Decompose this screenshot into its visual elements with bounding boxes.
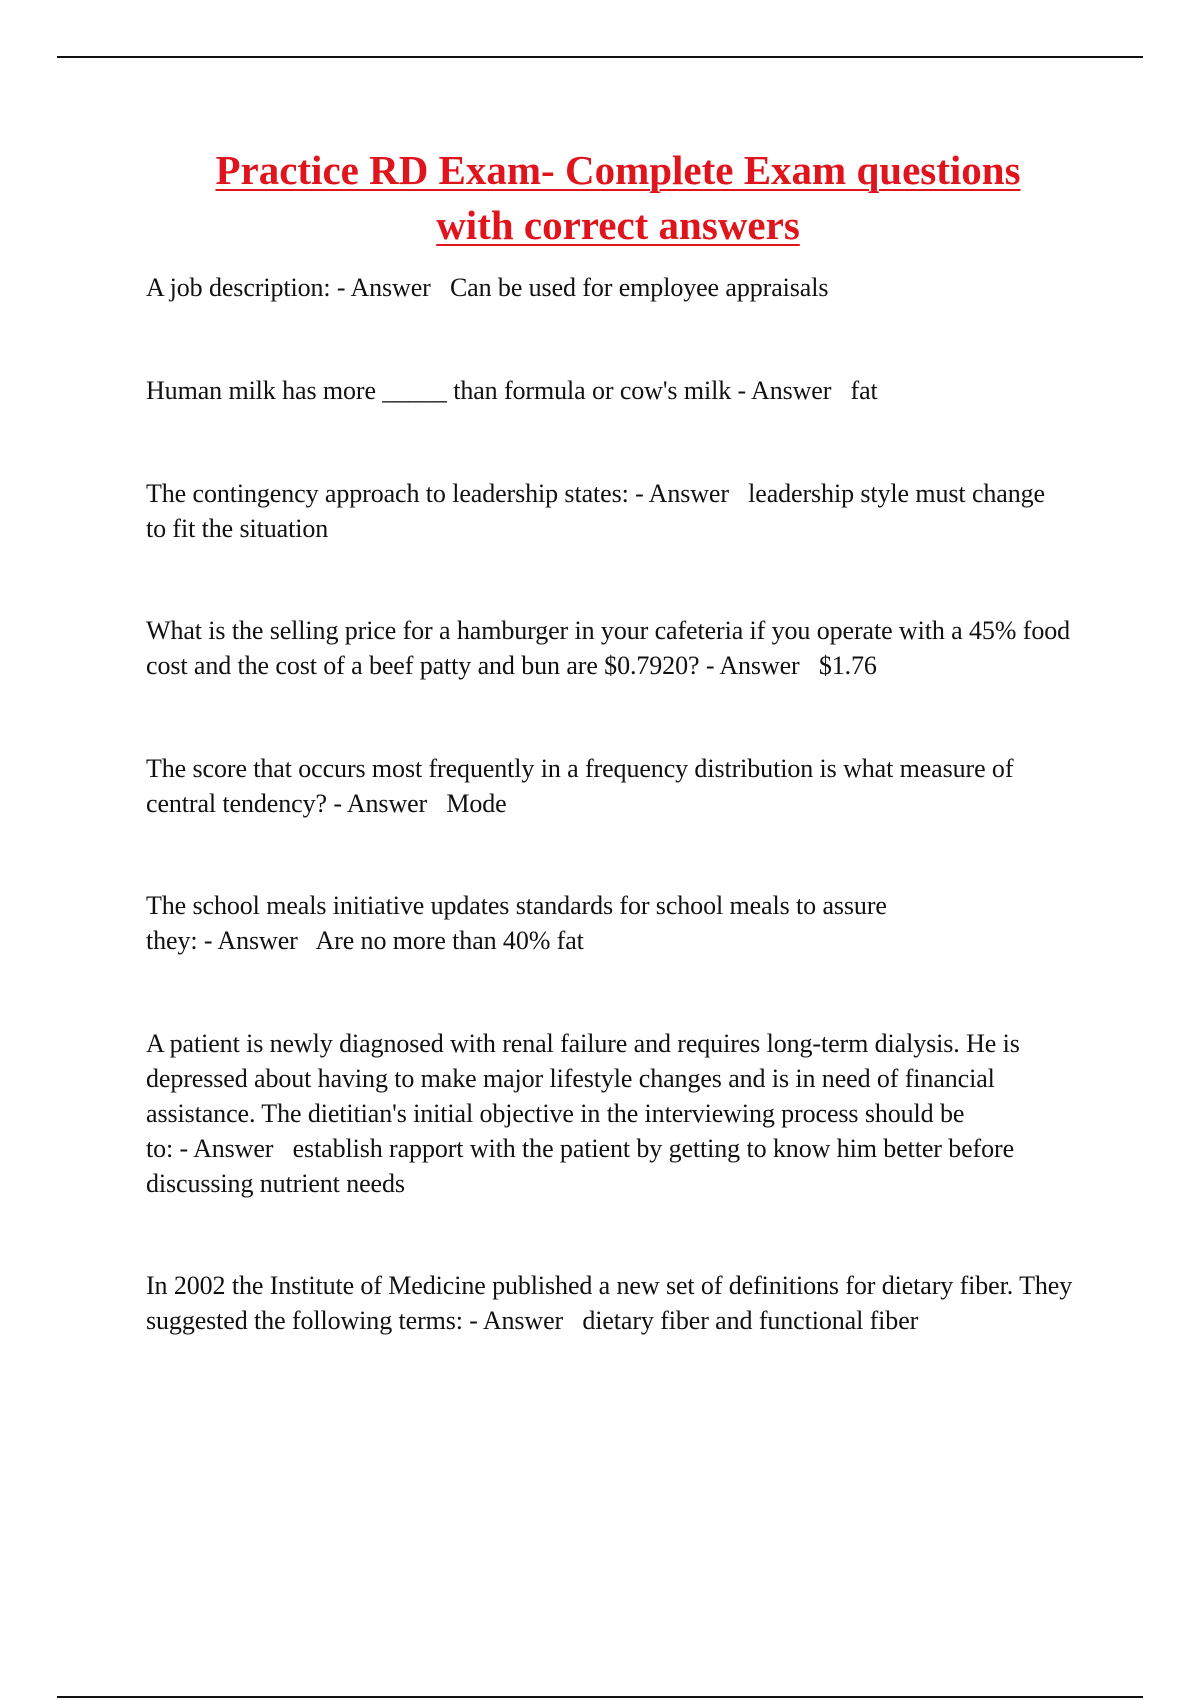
qa-item-4: [146, 613, 1086, 683]
answer-text: dietary fiber and functional fiber: [582, 1306, 919, 1335]
answer-text: Are no more than 40% fat: [315, 926, 584, 955]
answer-separator: - Answer: [330, 273, 450, 302]
question-text: The score that occurs most frequently in a frequency distribution is what measure of central tendency?: [146, 754, 1020, 818]
qa-item-3: [146, 476, 1066, 546]
document-title: [0, 143, 1200, 253]
qa-item-6: [146, 888, 1086, 958]
answer-text: fat: [850, 376, 878, 405]
bottom-divider: [57, 1696, 1143, 1698]
answer-separator: - Answer: [197, 926, 316, 955]
answer-separator: - Answer: [462, 1306, 583, 1335]
answer-separator: - Answer: [699, 651, 819, 680]
answer-text: establish rapport with the patient by getting to know him better before discussing nutrient needs: [146, 1134, 1021, 1198]
question-text: What is the selling price for a hamburger in your cafeteria if you operate with a 45% food cost and the cost of a beef patty and bun are $0.7920?: [146, 616, 1077, 680]
answer-separator: - Answer: [628, 479, 749, 508]
answer-text: leadership style must change to fit the situation: [146, 479, 1052, 543]
answer-separator: - Answer: [326, 789, 447, 818]
question-text: In 2002 the Institute of Medicine published a new set of definitions for dietary fiber. They suggested the following terms:: [146, 1271, 1079, 1335]
title-line-2: with correct answers: [436, 202, 800, 248]
question-text: A job description:: [146, 273, 331, 302]
top-divider: [57, 56, 1143, 58]
answer-separator: - Answer: [173, 1134, 293, 1163]
answer-text: Mode: [446, 789, 507, 818]
qa-item-7: [146, 1026, 1086, 1201]
qa-item-8: [146, 1268, 1086, 1338]
question-text: A patient is newly diagnosed with renal failure and requires long-term dialysis. He is depressed about having to make major lifestyle changes and is in need of financial assistance. The dietitian's initial objective in the interviewing process should be to:: [146, 1029, 1027, 1163]
qa-item-5: [146, 751, 1086, 821]
answer-text: $1.76: [818, 651, 877, 680]
question-text: The school meals initiative updates standards for school meals to assure they:: [146, 891, 894, 955]
answer-separator: - Answer: [731, 376, 851, 405]
question-text: The contingency approach to leadership states:: [146, 479, 629, 508]
qa-item-2: [146, 373, 1086, 408]
answer-text: Can be used for employee appraisals: [449, 273, 829, 302]
qa-item-1: [146, 270, 1086, 305]
title-line-1: Practice RD Exam- Complete Exam questions: [215, 147, 1021, 193]
question-text: Human milk has more _____ than formula or cow's milk: [146, 376, 732, 405]
